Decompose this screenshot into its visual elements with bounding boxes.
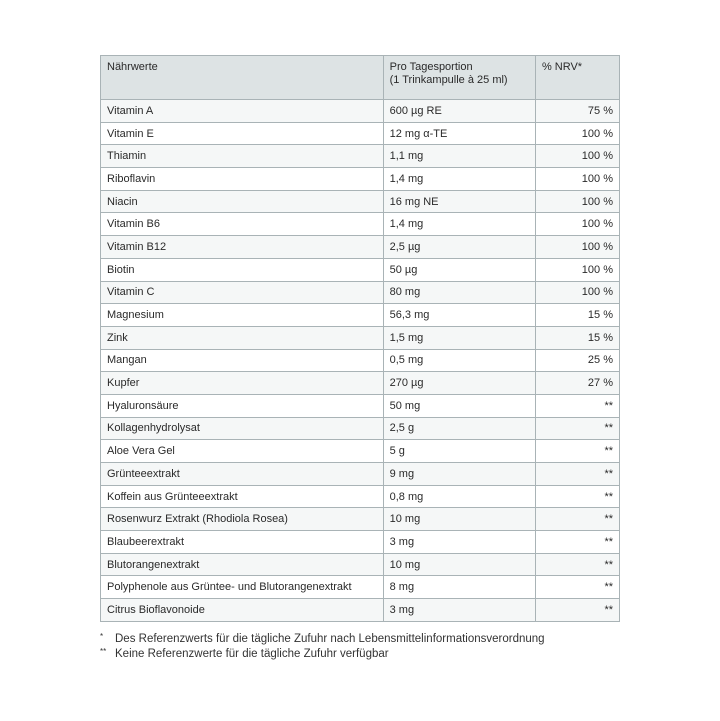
table-row	[101, 190, 620, 213]
cell-nutrient: Blaubeerextrakt	[101, 531, 384, 554]
nutrition-table	[100, 55, 620, 622]
footnote-text: Keine Referenzwerte für die tägliche Zufuhr verfügbar	[115, 648, 389, 660]
cell-nutrient: Magnesium	[101, 304, 384, 327]
cell-nrv: 100 %	[535, 145, 619, 168]
cell-nutrient: Citrus Bioflavonoide	[101, 599, 384, 622]
cell-nrv: 25 %	[535, 349, 619, 372]
cell-amount: 1,4 mg	[383, 168, 535, 191]
footnote-no-reference-values	[100, 647, 545, 662]
header-per-serving-line1: Pro Tagesportion	[389, 61, 473, 73]
table-row	[101, 168, 620, 191]
cell-amount: 3 mg	[383, 599, 535, 622]
cell-nrv: **	[535, 417, 619, 440]
cell-nutrient: Vitamin B6	[101, 213, 384, 236]
cell-amount: 2,5 µg	[383, 236, 535, 259]
cell-nrv: 75 %	[535, 100, 619, 123]
table-row	[101, 463, 620, 486]
cell-nrv: 100 %	[535, 190, 619, 213]
table-row	[101, 213, 620, 236]
cell-nrv: **	[535, 394, 619, 417]
table-row	[101, 417, 620, 440]
header-row	[101, 56, 620, 100]
table-row	[101, 145, 620, 168]
header-nrv: % NRV*	[535, 56, 619, 100]
cell-nutrient: Koffein aus Grünteeextrakt	[101, 485, 384, 508]
table-row	[101, 599, 620, 622]
cell-nutrient: Vitamin B12	[101, 236, 384, 259]
cell-nutrient: Rosenwurz Extrakt (Rhodiola Rosea)	[101, 508, 384, 531]
table-row	[101, 508, 620, 531]
cell-nutrient: Vitamin A	[101, 100, 384, 123]
table-row	[101, 281, 620, 304]
cell-amount: 50 mg	[383, 394, 535, 417]
cell-nrv: **	[535, 463, 619, 486]
table-row	[101, 326, 620, 349]
table-body	[101, 100, 620, 622]
cell-nutrient: Aloe Vera Gel	[101, 440, 384, 463]
cell-nutrient: Kupfer	[101, 372, 384, 395]
cell-amount: 10 mg	[383, 508, 535, 531]
cell-amount: 5 g	[383, 440, 535, 463]
cell-nrv: 100 %	[535, 213, 619, 236]
cell-nrv: 15 %	[535, 326, 619, 349]
cell-amount: 0,8 mg	[383, 485, 535, 508]
footnote-mark: *	[100, 632, 104, 641]
table-row	[101, 576, 620, 599]
table-row	[101, 485, 620, 508]
cell-amount: 12 mg α-TE	[383, 122, 535, 145]
table-row	[101, 440, 620, 463]
cell-amount: 3 mg	[383, 531, 535, 554]
cell-nutrient: Mangan	[101, 349, 384, 372]
cell-amount: 9 mg	[383, 463, 535, 486]
cell-nrv: **	[535, 485, 619, 508]
cell-amount: 10 mg	[383, 553, 535, 576]
cell-nrv: **	[535, 553, 619, 576]
cell-nrv: 100 %	[535, 281, 619, 304]
cell-amount: 1,5 mg	[383, 326, 535, 349]
table-row	[101, 349, 620, 372]
cell-nutrient: Kollagenhydrolysat	[101, 417, 384, 440]
table-row	[101, 531, 620, 554]
cell-amount: 56,3 mg	[383, 304, 535, 327]
cell-nutrient: Polyphenole aus Grüntee- und Blutorangenextrakt	[101, 576, 384, 599]
cell-nutrient: Vitamin C	[101, 281, 384, 304]
table-row	[101, 122, 620, 145]
cell-nutrient: Hyaluronsäure	[101, 394, 384, 417]
cell-nutrient: Grünteeextrakt	[101, 463, 384, 486]
cell-nutrient: Zink	[101, 326, 384, 349]
cell-amount: 8 mg	[383, 576, 535, 599]
cell-amount: 1,1 mg	[383, 145, 535, 168]
cell-nutrient: Biotin	[101, 258, 384, 281]
table-row	[101, 100, 620, 123]
cell-amount: 80 mg	[383, 281, 535, 304]
cell-nrv: **	[535, 508, 619, 531]
cell-nrv: **	[535, 599, 619, 622]
footnote-text: Des Referenzwerts für die tägliche Zufuhr nach Lebensmittelinformationsverordnung	[115, 633, 545, 645]
cell-nutrient: Vitamin E	[101, 122, 384, 145]
cell-amount: 50 µg	[383, 258, 535, 281]
table-row	[101, 553, 620, 576]
table-row	[101, 394, 620, 417]
cell-amount: 16 mg NE	[383, 190, 535, 213]
footnote-reference-values	[100, 632, 545, 647]
cell-nrv: **	[535, 440, 619, 463]
cell-nrv: 100 %	[535, 236, 619, 259]
header-per-serving	[383, 56, 535, 100]
cell-amount: 600 µg RE	[383, 100, 535, 123]
footnotes	[100, 632, 545, 662]
header-nutrients: Nährwerte	[101, 56, 384, 100]
table-row	[101, 304, 620, 327]
cell-nrv: 100 %	[535, 168, 619, 191]
table-row	[101, 372, 620, 395]
cell-nrv: 100 %	[535, 258, 619, 281]
cell-amount: 2,5 g	[383, 417, 535, 440]
header-per-serving-line2: (1 Trinkampulle à 25 ml)	[389, 74, 508, 86]
cell-amount: 0,5 mg	[383, 349, 535, 372]
table-row	[101, 236, 620, 259]
cell-amount: 1,4 mg	[383, 213, 535, 236]
cell-nrv: **	[535, 531, 619, 554]
footnote-mark: **	[100, 647, 107, 656]
cell-nrv: 27 %	[535, 372, 619, 395]
cell-nrv: 100 %	[535, 122, 619, 145]
cell-nrv: 15 %	[535, 304, 619, 327]
cell-nrv: **	[535, 576, 619, 599]
cell-amount: 270 µg	[383, 372, 535, 395]
table-row	[101, 258, 620, 281]
cell-nutrient: Blutorangenextrakt	[101, 553, 384, 576]
cell-nutrient: Riboflavin	[101, 168, 384, 191]
cell-nutrient: Thiamin	[101, 145, 384, 168]
cell-nutrient: Niacin	[101, 190, 384, 213]
